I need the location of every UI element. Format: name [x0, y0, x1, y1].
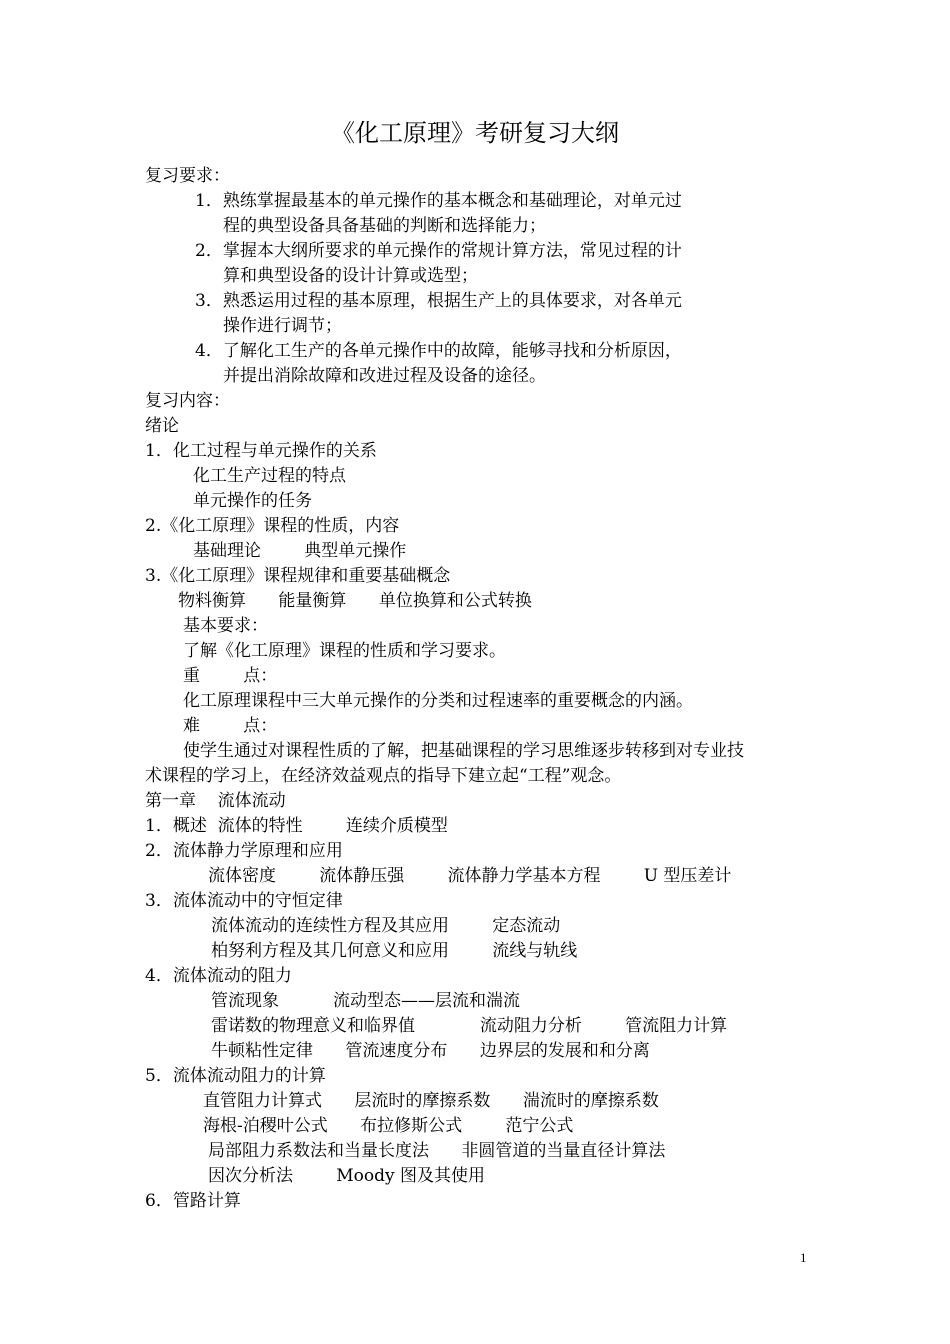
requirement-continuation: 并提出消除故障和改进过程及设备的途径。	[223, 366, 546, 386]
paragraph: 化工原理课程中三大单元操作的分类和过程速率的重要概念的内涵。	[183, 691, 693, 711]
section-heading: 复习要求：	[145, 166, 230, 186]
topic-heading: 2.《化工原理》课程的性质，内容	[145, 516, 400, 536]
page-number: 1	[800, 1250, 807, 1265]
topic-detail: 化工生产过程的特点	[193, 466, 346, 486]
topic-heading: 4．流体流动的阻力	[145, 966, 292, 986]
topic-detail: 局部阻力系数法和当量长度法 非圆管道的当量直径计算法	[208, 1141, 666, 1161]
topic-detail: 因次分析法 Moody 图及其使用	[208, 1166, 485, 1186]
section-heading: 复习内容：	[145, 391, 230, 411]
topic-detail: 海根-泊稷叶公式 布拉修斯公式 范宁公式	[203, 1116, 574, 1136]
requirement-item: 2．掌握本大纲所要求的单元操作的常规计算方法，常见过程的计	[195, 241, 682, 261]
subsection-label: 难 点：	[183, 716, 278, 736]
paragraph: 了解《化工原理》课程的性质和学习要求。	[183, 641, 506, 661]
requirement-item: 1．熟练掌握最基本的单元操作的基本概念和基础理论，对单元过	[195, 191, 682, 211]
paragraph: 使学生通过对课程性质的了解，把基础课程的学习思维逐步转移到对专业技	[183, 741, 744, 761]
topic-heading: 6．管路计算	[145, 1191, 241, 1211]
subsection-label: 基本要求：	[183, 616, 268, 636]
topic-detail: 基础理论 典型单元操作	[193, 541, 407, 561]
topic-detail: 牛顿粘性定律 管流速度分布 边界层的发展和和分离	[211, 1041, 650, 1061]
topic-heading: 1．化工过程与单元操作的关系	[145, 441, 377, 461]
topic-detail: 物料衡算 能量衡算 单位换算和公式转换	[178, 591, 532, 611]
requirement-continuation: 算和典型设备的设计计算或选型；	[223, 266, 478, 286]
chapter-heading: 绪论	[145, 416, 179, 436]
topic-detail: 管流现象 流动型态——层流和湍流	[211, 991, 521, 1011]
topic-detail: 单元操作的任务	[193, 491, 312, 511]
topic-heading: 5．流体流动阻力的计算	[145, 1066, 326, 1086]
chapter-heading: 第一章 流体流动	[145, 791, 286, 811]
topic-heading: 2．流体静力学原理和应用	[145, 841, 343, 861]
topic-heading: 3．流体流动中的守恒定律	[145, 891, 343, 911]
requirement-item: 4．了解化工生产的各单元操作中的故障，能够寻找和分析原因，	[195, 341, 682, 361]
topic-heading: 1．概述 流体的特性 连续介质模型	[145, 816, 448, 836]
requirement-continuation: 程的典型设备具备基础的判断和选择能力；	[223, 216, 546, 236]
requirement-item: 3．熟悉运用过程的基本原理，根据生产上的具体要求，对各单元	[195, 291, 682, 311]
subsection-label: 重 点：	[183, 666, 278, 686]
topic-detail: 流体密度 流体静压强 流体静力学基本方程 U 型压差计	[208, 866, 732, 886]
topic-detail: 流体流动的连续性方程及其应用 定态流动	[211, 916, 561, 936]
topic-detail: 雷诺数的物理意义和临界值 流动阻力分析 管流阻力计算	[211, 1016, 728, 1036]
document-title: 《化工原理》考研复习大纲	[331, 119, 619, 147]
topic-detail: 柏努利方程及其几何意义和应用 流线与轨线	[211, 941, 578, 961]
topic-detail: 直管阻力计算式 层流时的摩擦系数 湍流时的摩擦系数	[203, 1091, 659, 1111]
requirement-continuation: 操作进行调节；	[223, 316, 342, 336]
topic-heading: 3.《化工原理》课程规律和重要基础概念	[145, 566, 451, 586]
paragraph-continuation: 术课程的学习上，在经济效益观点的指导下建立起“工程”观念。	[145, 766, 622, 786]
